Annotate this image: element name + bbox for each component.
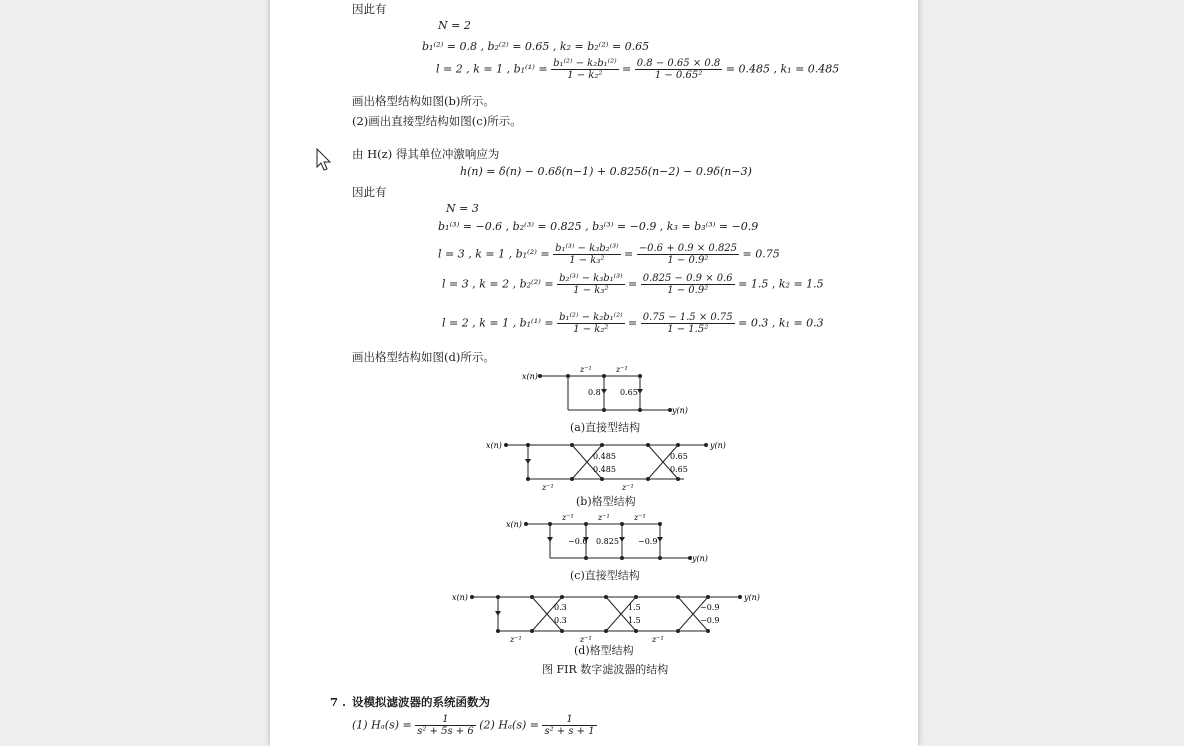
lattice-equation-row2: l = 3 , k = 2 , b₂⁽²⁾ = $\frac{\text{b₂⁽³⁾ − k₃b₁⁽³⁾}}{\text{1 − k₃²}}$ = $\frac{0.825 - 0.9 \times 0.6}{\text{1 − 0.9²}}$ = 1.5 , k₂ = 1.5 xyxy=(442,273,824,296)
figure-b-lattice xyxy=(484,436,734,496)
svg-text:x(n): x(n) xyxy=(506,520,522,529)
input-label: x(n) xyxy=(522,372,538,381)
svg-text:z⁻¹: z⁻¹ xyxy=(622,483,634,492)
figure-main-caption: 图 FIR 数字滤波器的结构 xyxy=(542,663,669,676)
therefore-text-1: 因此有 xyxy=(352,2,387,16)
svg-text:y(n): y(n) xyxy=(692,554,708,563)
svg-text:0.485: 0.485 xyxy=(593,465,616,474)
n-equals-3: N = 3 xyxy=(446,202,479,215)
delay-label: z⁻¹ xyxy=(616,365,628,374)
n-equals-2: N = 2 xyxy=(438,19,471,32)
mouse-pointer-icon xyxy=(316,148,332,172)
svg-text:−0.6: −0.6 xyxy=(568,537,588,546)
delay-label: z⁻¹ xyxy=(580,365,592,374)
lattice-equation-1: l = 2 , k = 1 , b₁⁽¹⁾ = $\frac{\text{b₁⁽²⁾ − k₂b₁⁽²⁾}}{\text{1 − k₂²}}$ = $\frac{0.8 - 0.65 \times 0.8}{\text{1 − 0.65²}}$ = 0.485 , k₁ = 0.485 xyxy=(436,58,840,81)
coeff-label: 0.8 xyxy=(588,388,601,397)
output-label: y(n) xyxy=(672,406,688,415)
question-7-title: 设模拟滤波器的系统函数为 xyxy=(352,695,490,709)
from-hz-text: 由 H(z) 得其单位冲激响应为 xyxy=(352,147,500,161)
svg-text:z⁻¹: z⁻¹ xyxy=(510,635,522,644)
svg-text:0.65: 0.65 xyxy=(670,452,688,461)
svg-text:z⁻¹: z⁻¹ xyxy=(580,635,592,644)
svg-text:z⁻¹: z⁻¹ xyxy=(542,483,554,492)
svg-text:1.5: 1.5 xyxy=(628,603,641,612)
svg-text:z⁻¹: z⁻¹ xyxy=(598,513,610,522)
equation-prefix: l = 2 , k = 1 , b₁⁽¹⁾ = xyxy=(436,62,548,76)
svg-text:0.485: 0.485 xyxy=(593,452,616,461)
svg-text:x(n): x(n) xyxy=(486,441,502,450)
coefficient-line-2: b₁⁽³⁾ = −0.6 , b₂⁽³⁾ = 0.825 , b₃⁽³⁾ = −0.9 , k₃ = b₃⁽³⁾ = −0.9 xyxy=(438,220,759,233)
figure-a-direct-form xyxy=(518,364,698,420)
fraction-numeric: $\frac{0.8 - 0.65 \times 0.8}{\text{1 − 0.65²}}$ xyxy=(636,58,721,81)
caption-a: (a)直接型结构 xyxy=(570,421,641,434)
fraction-symbolic: $\frac{\text{b₁⁽²⁾ − k₂b₁⁽²⁾}}{\text{1 − k₂²}}$ xyxy=(553,58,617,81)
caption-b: (b)格型结构 xyxy=(576,495,636,508)
svg-text:y(n): y(n) xyxy=(744,593,760,602)
svg-text:y(n): y(n) xyxy=(710,441,726,450)
coefficient-line-1: b₁⁽²⁾ = 0.8 , b₂⁽²⁾ = 0.65 , k₂ = b₂⁽²⁾ = 0.65 xyxy=(422,40,650,53)
equation-result: = 0.485 , k₁ = 0.485 xyxy=(725,62,840,76)
figure-d-lattice xyxy=(450,586,770,646)
impulse-response: h(n) = δ(n) − 0.6δ(n−1) + 0.825δ(n−2) − 0.9δ(n−3) xyxy=(460,165,752,178)
svg-text:−0.9: −0.9 xyxy=(700,616,720,625)
svg-text:0.825: 0.825 xyxy=(596,537,619,546)
document-page xyxy=(270,0,918,746)
svg-text:z⁻¹: z⁻¹ xyxy=(634,513,646,522)
lattice-equation-row1: l = 3 , k = 1 , b₁⁽²⁾ = $\frac{\text{b₁⁽³⁾ − k₃b₂⁽³⁾}}{\text{1 − k₃²}}$ = $\frac{-0.6 + 0.9 \times 0.825}{\text{1 − 0.9²}}$ = 0.75 xyxy=(438,243,780,266)
svg-text:z⁻¹: z⁻¹ xyxy=(652,635,664,644)
draw-lattice-d-text: 画出格型结构如图(d)所示。 xyxy=(352,350,495,364)
svg-text:1.5: 1.5 xyxy=(628,616,641,625)
lattice-equation-row3: l = 2 , k = 1 , b₁⁽¹⁾ = $\frac{\text{b₁⁽²⁾ − k₂b₁⁽²⁾}}{\text{1 − k₂²}}$ = $\frac{0.75 - 1.5 \times 0.75}{\text{1 − 1.5²}}$ = 0.3 , k₁ = 0.3 xyxy=(442,312,824,335)
svg-text:z⁻¹: z⁻¹ xyxy=(562,513,574,522)
caption-d: (d)格型结构 xyxy=(574,644,634,657)
svg-text:−0.9: −0.9 xyxy=(700,603,720,612)
svg-text:0.3: 0.3 xyxy=(554,603,567,612)
svg-text:0.3: 0.3 xyxy=(554,616,567,625)
question-7-items: (1) Hₐ(s) = $\frac{1}{\text{s² + 5s + 6}}$ (2) Hₐ(s) = $\frac{1}{\text{s² + s + 1}}$ xyxy=(352,714,595,737)
svg-text:−0.9: −0.9 xyxy=(638,537,658,546)
therefore-text-2: 因此有 xyxy=(352,185,387,199)
question-7-number: 7 . xyxy=(330,695,347,709)
svg-text:x(n): x(n) xyxy=(452,593,468,602)
draw-lattice-b-text: 画出格型结构如图(b)所示。 xyxy=(352,94,495,108)
caption-c: (c)直接型结构 xyxy=(570,569,640,582)
draw-direct-c-text: (2)画出直接型结构如图(c)所示。 xyxy=(352,114,522,128)
figure-c-direct-form xyxy=(504,510,724,568)
coeff-label: 0.65 xyxy=(620,388,638,397)
svg-text:0.65: 0.65 xyxy=(670,465,688,474)
